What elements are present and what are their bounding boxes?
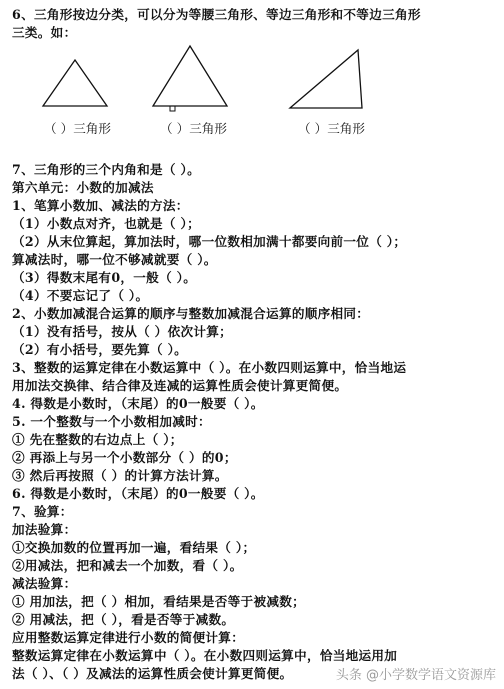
item-7-heading: 7、验算： [12,504,73,519]
item-1-4: （4）不要忘记了（ ）。 [12,288,149,303]
q6-line-1: 6、三角形按边分类，可以分为等腰三角形、等边三角形和不等边三角形 [12,7,421,22]
simplify-line-1: 整数运算定律在小数运算中（ ）。在小数四则运算中，恰当地运用加 [12,648,398,663]
simplify-heading: 应用整数运算定律进行小数的简便计算： [12,630,245,645]
watermark: 头条 @小学数学语文资源库 [335,668,496,683]
triangle-caption-3: （ ）三角形 [298,121,365,136]
item-2-heading: 2、小数加减混合运算的顺序与整数加减混合运算的顺序相同： [12,306,370,321]
subtraction-check-heading: 减法验算： [12,576,77,591]
simplify-line-2: 法（ ）、（ ）及减法的运算性质会使计算更简便。 [12,666,293,681]
item-5-3: ③ 然后再按照（ ）的计算方法计算。 [12,468,228,483]
addition-check-2: ②用减法，把和减去一个加数，看（ ）。 [12,558,243,573]
subtraction-check-2: ② 用减法，把（ ），看是否等于减数。 [12,612,235,627]
item-2-2: （2）有小括号，要先算（ ）。 [12,342,188,357]
item-4: 4. 得数是小数时，（末尾）的0一般要（ ）。 [12,396,264,411]
item-5-1: ① 先在整数的右边点上（ ）； [12,432,183,447]
subtraction-check-1: ① 用加法，把（ ）相加，看结果是否等于被减数； [12,594,306,609]
equilateral-triangle [150,44,230,112]
unit-6-heading: 第六单元：小数的加减法 [12,180,154,195]
triangle-caption-1: （ ）三角形 [44,121,111,136]
right-angle-mark [170,106,175,111]
item-1-1: （1）小数点对齐，也就是（ ）； [12,216,200,231]
item-1-3: （3）得数末尾有0，一般（ ）。 [12,270,197,285]
item-2-1: （1）没有括号，按从（ ）依次计算； [12,324,233,339]
item-3-line-1: 3、整数的运算定律在小数运算中（ ）。在小数四则运算中，恰当地运 [12,360,407,375]
item-5-2: ② 再添上与另一个小数部分（ ）的0； [12,450,237,465]
item-5-heading: 5. 一个整数与一个小数相加减时： [12,414,211,429]
q7-line: 7、三角形的三个内角和是（ ）。 [12,162,200,177]
item-1-2-cont: 算减法时，哪一位不够减就要（ ）。 [12,252,217,267]
item-3-line-2: 用加法交换律、结合律及连减的运算性质会使计算更简便。 [12,378,348,393]
triangle-caption-2: （ ）三角形 [160,121,227,136]
q6-line-2: 三类。如： [12,25,77,40]
item-1-2: （2）从末位算起，算加法时，哪一位数相加满十都要向前一位（ ）； [12,234,407,249]
addition-check-1: ①交换加数的位置再加一遍，看结果（ ）； [12,540,256,555]
item-6: 6. 得数是小数时，（末尾）的0一般要（ ）。 [12,486,264,501]
item-1-heading: 1、笔算小数加、减法的方法： [12,198,189,213]
isosceles-triangle [40,58,110,110]
addition-check-heading: 加法验算： [12,522,77,537]
scalene-triangle [288,48,364,112]
